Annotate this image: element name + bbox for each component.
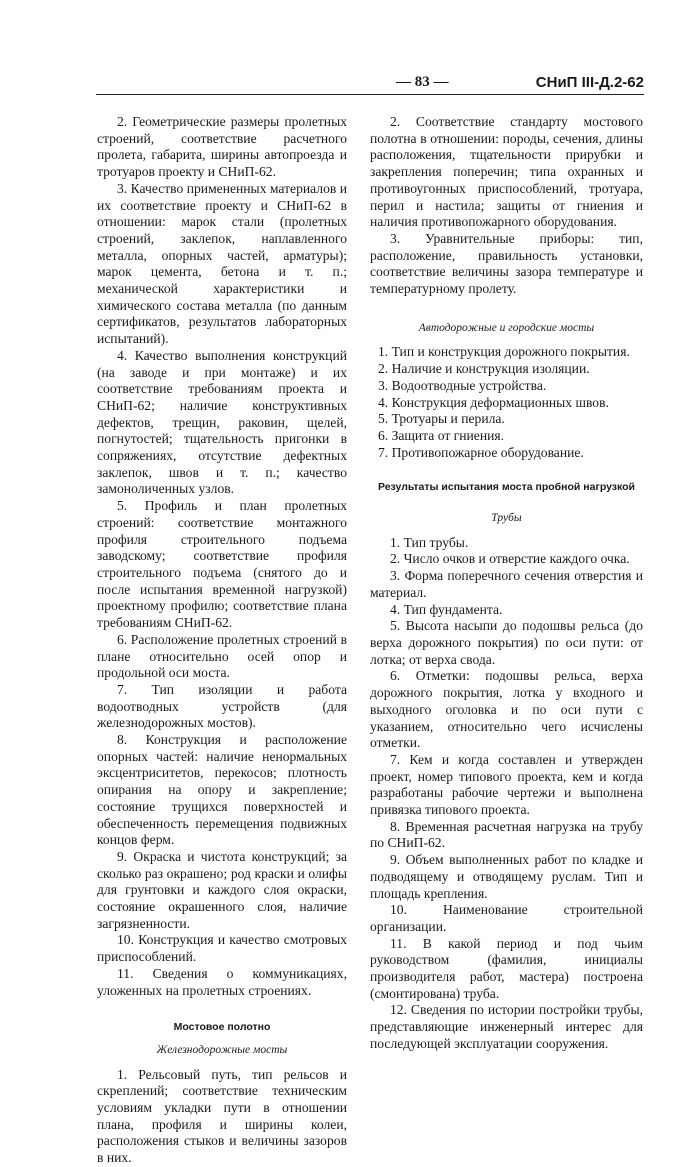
road-items-list <box>370 344 643 461</box>
paragraph: 3. Качество примененных материалов и их соответствие проекту и СНиП-62 в отношении: марок стали (пролетных строений, заклепок, наплавленного металла, опорных частей, арматуры); марок цемента, бетона и т. п.; механической характеристики и химического состава металла (по данным сертификатов, результатов лабораторных испытаний). <box>97 180 347 347</box>
paragraph: 5. Профиль и план пролетных строений: соответствие монтажного профиля строительного подъема заводскому; соответствие профиля строительного подъема (снятого до и после испытания временной нагрузкой) проектному профилю; соответствие плана требованиям СНиП-62. <box>97 498 347 631</box>
list-item: 4. Тип фундамента. <box>390 601 503 617</box>
left-column <box>97 114 347 1167</box>
list-item: 6. Отметки: подошвы рельса, верха дорожного покрытия, лотка у входного и выходного оголовка и по оси пути с указанием, относительно чего исчислены отметки. <box>370 668 643 751</box>
paragraph: 2. Геометрические размеры пролетных строений, соответствие расчетного пролета, габарита, ширины автопроезда и тротуаров проекту и СНиП-62. <box>97 114 347 180</box>
list-item: 1. Тип трубы. <box>390 534 469 550</box>
pipes-title: Трубы <box>491 512 522 525</box>
paragraph: 6. Расположение пролетных строений в плане относительно осей опор и продольной оси моста. <box>97 631 347 681</box>
paragraph: 2. Соответствие стандарту мостового полотна в отношении: породы, сечения, длины расположения, тщательности прирубки и закрепления поперечин; типа охранных и противоугонных приспособлений, тротуара, перил и настила; защиты от гниения и наличия противопожарного оборудования. <box>370 114 643 230</box>
list-item: 9. Объем выполненных работ по кладке и подводящему и отводящему руслам. Тип и площадь крепления. <box>370 852 643 901</box>
left-paragraphs-b <box>97 1067 347 1167</box>
list-item: 12. Сведения по истории постройки трубы, представляющие инженерный интерес для последующей эксплуатации сооружения. <box>370 1002 643 1051</box>
list-item: 6. Защита от гниения. <box>378 427 505 443</box>
subsection-title: Железнодорожные мосты <box>156 1043 288 1056</box>
paragraph: 9. Окраска и чистота конструкций; за сколько раз окрашено; род краски и олифы для грунтовки и каждого слоя окраски, состояние окрашенного слоя, наличие загрязненности. <box>97 848 347 931</box>
page-header <box>96 70 644 95</box>
paragraph: 11. Сведения о коммуникациях, уложенных на пролетных строениях. <box>97 965 347 998</box>
results-title: Результаты испытания моста пробной нагрузкой <box>377 481 636 494</box>
paragraph: 4. Качество выполнения конструкций (на заводе и при монтаже) и их соответствие требованиям проекта и СНиП-62; наличие конструктивных дефектов, трещин, раковин, щелей, погнутостей; тщательность пригонки в сопряжениях, отсутствие дефектных заклепок, швов и т. п.; качество замоноличенных узлов. <box>97 347 347 497</box>
list-item: 3. Форма поперечного сечения отверстия и материал. <box>370 568 643 600</box>
pipe-items-list <box>370 535 643 1053</box>
list-item: 2. Число очков и отверстие каждого очка. <box>390 551 630 567</box>
right-paragraphs <box>370 114 643 298</box>
list-item: 3. Водоотводные устройства. <box>378 377 547 393</box>
list-item: 5. Тротуары и перила. <box>378 411 505 427</box>
list-item: 2. Наличие и конструкция изоляции. <box>378 361 590 377</box>
list-item: 7. Противопожарное оборудование. <box>378 444 584 460</box>
list-item: 8. Временная расчетная нагрузка на трубу по СНиП-62. <box>370 818 643 851</box>
paragraph: 7. Тип изоляции и работа водоотводных устройств (для железнодорожных мостов). <box>97 681 347 731</box>
road-bridges-title: Автодорожные и городские мосты <box>418 321 595 334</box>
list-item: 11. В какой период и под чьим руководством (фамилия, инициалы производителя работ, мастера) построена (смонтирована) труба. <box>370 935 643 1001</box>
left-paragraphs <box>97 114 347 999</box>
paragraph: 8. Конструкция и расположение опорных частей: наличие ненормальных эксцентриситетов, перекосов; плотность опирания на опору и закрепление; состояние трущихся поверхностей и обеспеченность перемещения подвижных концов ферм. <box>97 732 347 848</box>
paragraph: 10. Конструкция и качество смотровых приспособлений. <box>97 932 347 965</box>
page-number: — 83 — <box>396 74 449 90</box>
section-title: Мостовое полотно <box>173 1021 271 1034</box>
list-item: 7. Кем и когда составлен и утвержден проект, номер типового проекта, кем и когда разработаны рабочие чертежи и выполнена привязка типового проекта. <box>370 751 643 818</box>
list-item: 1. Тип и конструкция дорожного покрытия. <box>378 344 630 360</box>
paragraph: 3. Уравнительные приборы: тип, расположение, правильность установки, соответствие величины зазора температуре и температурному пролету. <box>370 230 643 297</box>
right-column <box>370 114 643 1053</box>
document-code: СНиП III-Д.2-62 <box>535 74 644 91</box>
list-item: 10. Наименование строительной организации. <box>370 902 643 934</box>
list-item: 4. Конструкция деформационных швов. <box>378 394 609 410</box>
paragraph: 1. Рельсовый путь, тип рельсов и скреплений; соответствие техническим условиям укладки пути в отношении плана, профиля и ширины колеи, расположения стыков и величины зазоров в них. <box>97 1066 347 1166</box>
list-item: 5. Высота насыпи до подошвы рельса (до верха дорожного покрытия) по оси пути: от лотка; от верха свода. <box>370 618 643 667</box>
